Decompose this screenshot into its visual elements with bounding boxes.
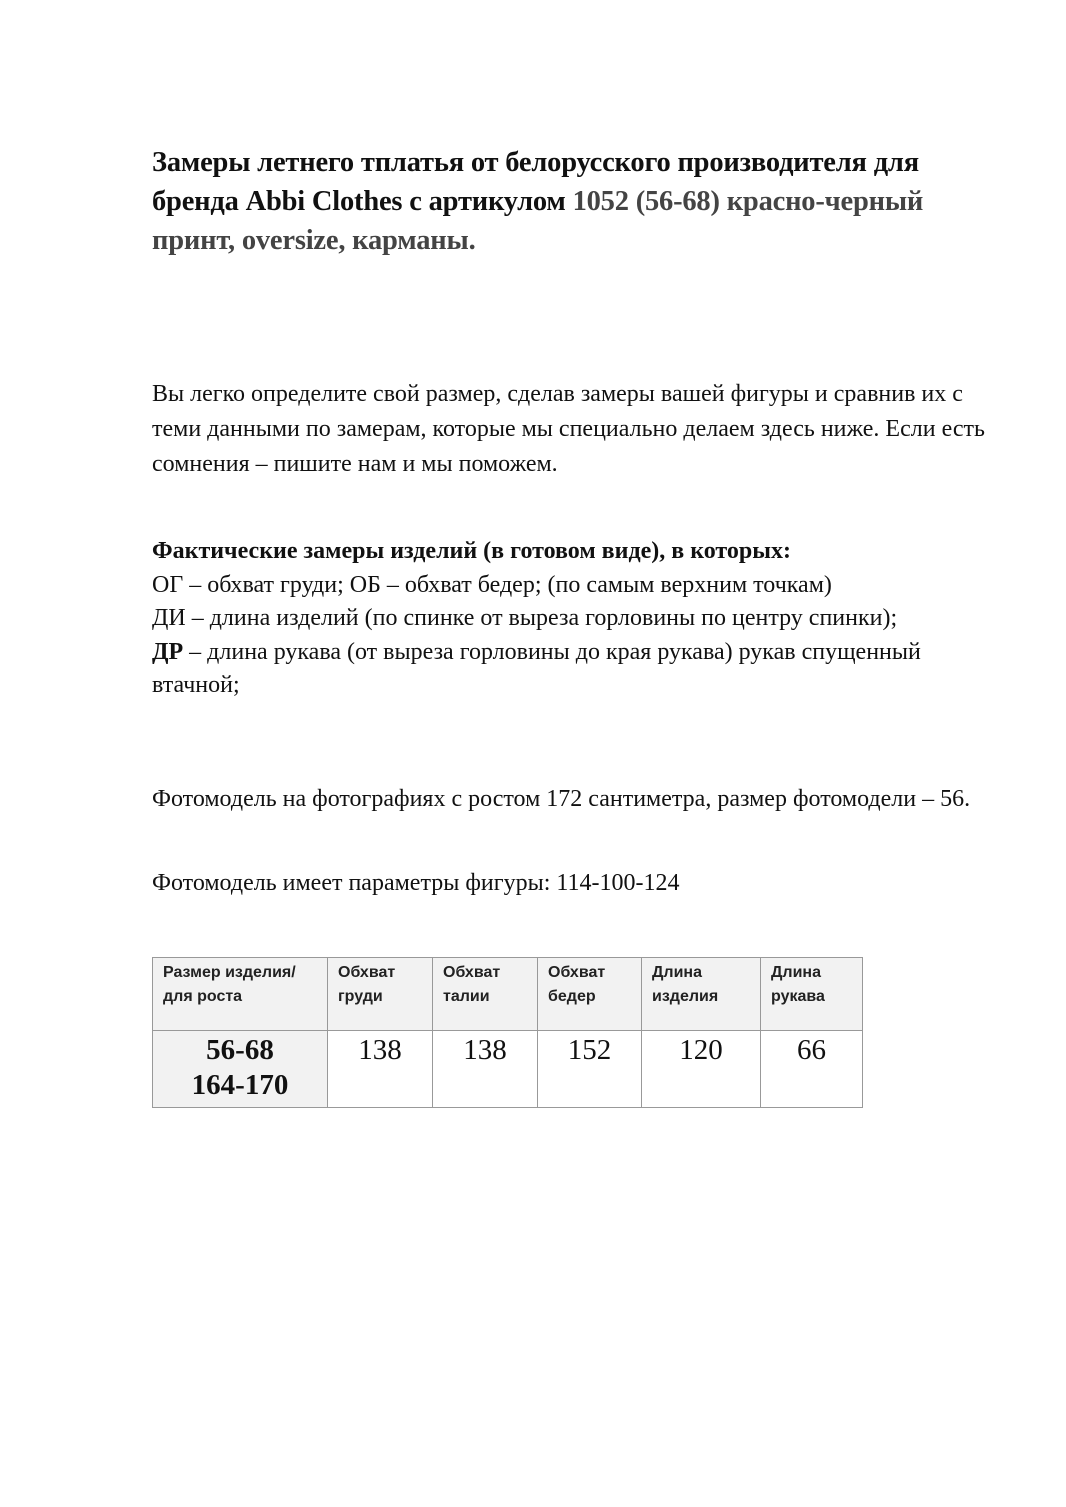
header-length: Длина изделия xyxy=(642,958,761,1031)
measures-section xyxy=(152,535,992,703)
cell-size xyxy=(153,1031,328,1108)
table-header-row xyxy=(153,958,863,1031)
measures-line-di: ДИ – длина изделий (по спинке от выреза горловины по центру спинки); xyxy=(152,605,898,631)
title-part-1: Замеры летнего тплатья от белорусского производителя для бренда Abbi Clothes с артикулом xyxy=(152,147,919,217)
cell-sleeve: 66 xyxy=(761,1031,863,1108)
size-value: 56-68 xyxy=(206,1034,274,1066)
size-table xyxy=(152,957,863,1108)
title-part-2: 1052 (56-68) красно-черный принт, oversize, карманы. xyxy=(152,186,924,256)
measures-line-dr xyxy=(152,636,992,703)
height-value: 164-170 xyxy=(191,1069,289,1101)
measures-heading: Фактические замеры изделий (в готовом виде), в которых: xyxy=(152,538,791,564)
header-sleeve: Длина рукава xyxy=(761,958,863,1031)
model-params-text: Фотомодель имеет параметры фигуры: 114-100-124 xyxy=(152,870,680,896)
dr-text: – длина рукава (от выреза горловины до края рукава) рукав спущенный втачной; xyxy=(152,638,921,698)
cell-hips: 152 xyxy=(538,1031,642,1108)
header-chest: Обхват груди xyxy=(328,958,433,1031)
dr-abbr: ДР xyxy=(152,638,184,665)
cell-chest: 138 xyxy=(328,1031,433,1108)
header-size: Размер изделия/для роста xyxy=(153,958,328,1031)
measures-line-og-ob: ОГ – обхват груди; ОБ – обхват бедер; (по самым верхним точкам) xyxy=(152,571,832,598)
header-waist: Обхват талии xyxy=(433,958,538,1031)
table-row xyxy=(153,1031,863,1108)
cell-length: 120 xyxy=(642,1031,761,1108)
model-height-text: Фотомодель на фотографиях с ростом 172 сантиметра, размер фотомодели – 56. xyxy=(152,786,971,812)
intro-paragraph: Вы легко определите свой размер, сделав замеры вашей фигуры и сравнив их с теми данными по замерам, которые мы специально делаем здесь ниже. Если есть сомнения – пишите нам и мы поможем. xyxy=(152,381,985,477)
cell-waist: 138 xyxy=(433,1031,538,1108)
document-title xyxy=(152,143,992,260)
header-hips: Обхват бедер xyxy=(538,958,642,1031)
